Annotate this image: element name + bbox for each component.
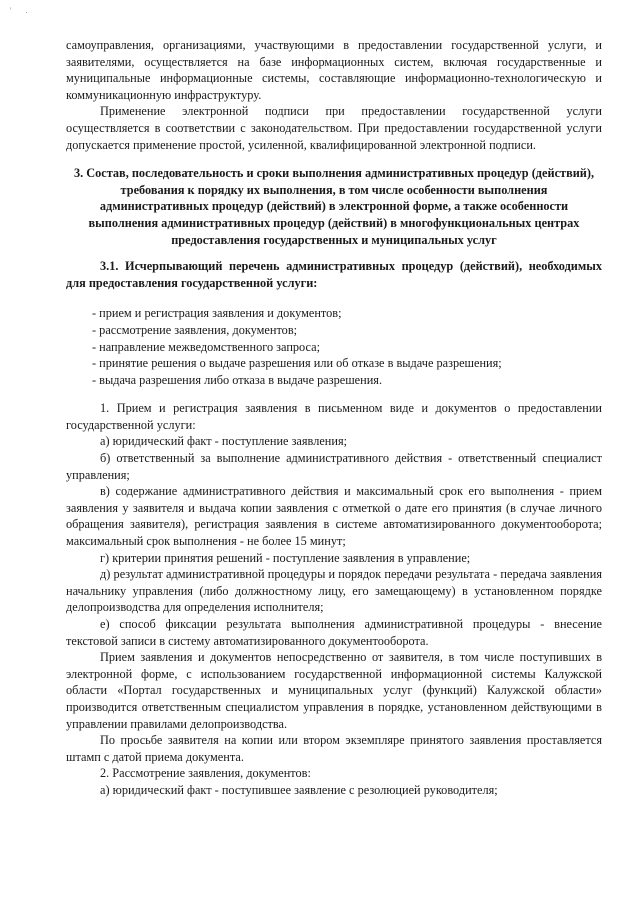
body-paragraph: д) результат административной процедуры и порядок передачи результата - передача заявления начальнику управления (либо должностному лицу, его замещающему) в установленном порядке делопроизводства для определения исполнителя; [66,567,602,615]
intro-paragraph-2: Применение электронной подписи при предоставлении государственной услуги осуществляется в соответствии с законодательством. При предоставлении государственной услуги допускается применение простой, усиленной, квалифицированной электронной подписи. [66,104,602,152]
procedure-list [66,305,602,388]
body-paragraph: Прием заявления и документов непосредственно от заявителя, в том числе поступивших в электронной форме, с использованием государственной информационной системы Калужской области «Портал государственных и муниципальных услуг (функций) Калужской области» производится ответственным специалистом управления в порядке, установленном действующими в управлении правилами делопроизводства. [66,650,602,731]
body-paragraph: г) критерии принятия решений - поступление заявления в управление; [100,550,471,565]
body-paragraph: в) содержание административного действия и максимальный срок его выполнения - прием заявления у заявителя и выдача копии заявления с отметкой о дате его принятия (в случае личного обращения заявителя), регистрация заявления в системе автоматизированного документооборота; максимальный срок выполнения - не более 15 минут; [66,484,602,549]
intro-paragraph-1: самоуправления, организациями, участвующими в предоставлении государственной услуги, и заявителями, осуществляется на базе информационных систем, включая государственные и муниципальные информационные системы, составляющие информационно-технологическую и коммуникационную инфраструктуру. [66,38,602,102]
body-paragraph: 1. Прием и регистрация заявления в письменном виде и документов о предоставлении государственной услуги: [66,401,602,432]
subsection-heading: 3.1. Исчерпывающий перечень административных процедур (действий), необходимых для предоставления государственной услуги: [66,259,602,290]
list-item: - направление межведомственного запроса; [92,339,320,354]
body-paragraph: а) юридический факт - поступившее заявление с резолюцией руководителя; [100,782,498,797]
scan-artifact: ' . [10,6,34,15]
spacer [66,388,602,400]
body-paragraph: б) ответственный за выполнение административного действия - ответственный специалист управления; [66,451,602,482]
section-heading: 3. Состав, последовательность и сроки выполнения административных процедур (действий), требования к порядку их выполнения, в том числе особенности выполнения административных процедур (действий) в электронной форме, а также особенности выполнения административных процедур (действий) в многофункциональных центрах предоставления государственных и муниципальных услуг [73,166,595,247]
body-paragraph: По просьбе заявителя на копии или втором экземпляре принятого заявления проставляется штамп с датой приема документа. [66,733,602,764]
list-item: - прием и регистрация заявления и документов; [92,306,342,321]
body-paragraph: 2. Рассмотрение заявления, документов: [100,766,311,781]
list-item: - выдача разрешения либо отказа в выдаче разрешения. [92,372,383,387]
document-page [66,37,602,799]
body-paragraph: е) способ фиксации результата выполнения административной процедуры - внесение текстовой записи в систему автоматизированного документооборота. [66,617,602,648]
list-item: - рассмотрение заявления, документов; [92,322,298,337]
list-item: - принятие решения о выдаче разрешения или об отказе в выдаче разрешения; [92,356,502,371]
body-paragraph: а) юридический факт - поступление заявления; [100,434,348,449]
